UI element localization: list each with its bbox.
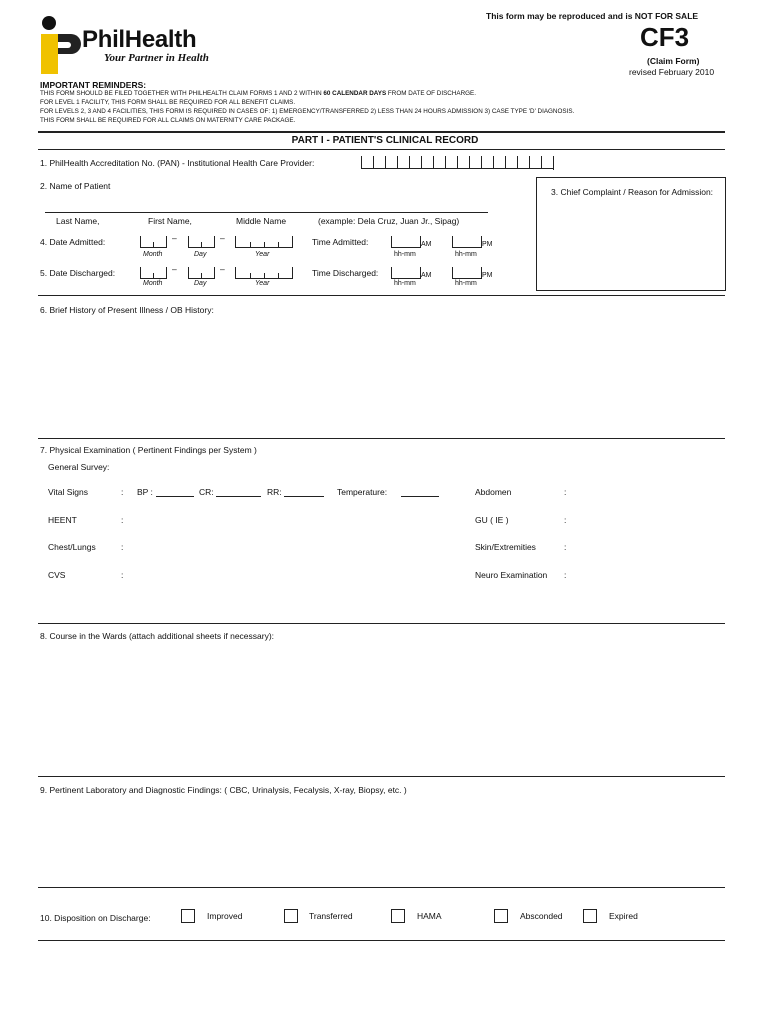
form-type: (Claim Form) — [647, 56, 700, 66]
colon: : — [564, 570, 567, 580]
date-dash: – — [172, 264, 177, 274]
divider — [38, 295, 725, 296]
label-middle-name: Middle Name — [236, 216, 287, 226]
divider — [38, 887, 725, 888]
colon: : — [564, 542, 567, 552]
reminder-line-1-tail: FROM DATE OF DISCHARGE. — [387, 90, 476, 97]
q1-label: 1. PhilHealth Accreditation No. (PAN) - Institutional Health Care Provider: — [40, 158, 315, 168]
month-caption: Month — [143, 280, 163, 287]
abdomen-label: Abdomen — [475, 487, 512, 497]
colon: : — [564, 487, 567, 497]
absconded-checkbox[interactable] — [494, 909, 508, 923]
date-dash: – — [172, 233, 177, 243]
cr-input[interactable] — [216, 484, 261, 497]
transferred-checkbox[interactable] — [284, 909, 298, 923]
date-dash: – — [220, 233, 225, 243]
course-in-wards-textarea[interactable] — [38, 645, 725, 773]
bp-input[interactable] — [156, 484, 194, 497]
reminder-line-3: FOR LEVELS 2, 3 AND 4 FACILITIES, THIS FORM IS REQUIRED IN CASES OF: 1) EMERGENCY/TRANSFERRED 2) LESS THAN 24 HOURS ADMISSION 3) CASE TYPE 'D' DIAGNOSIS. — [40, 108, 575, 115]
hama-label: HAMA — [417, 911, 442, 921]
colon: : — [121, 542, 124, 552]
am-label: AM — [421, 272, 432, 279]
improved-label: Improved — [207, 911, 243, 921]
part1-title: PART I - PATIENT'S CLINICAL RECORD — [291, 135, 479, 146]
day-caption: Day — [194, 280, 207, 287]
year-caption: Year — [255, 280, 270, 287]
reminder-line-1-bold: 60 CALENDAR DAYS — [323, 90, 387, 97]
history-textarea[interactable] — [38, 318, 725, 436]
patient-name-input[interactable] — [45, 198, 488, 213]
time-discharged-pm-input[interactable] — [452, 267, 482, 279]
label-first-name: First Name, — [148, 216, 192, 226]
hama-checkbox[interactable] — [391, 909, 405, 923]
q6-label: 6. Brief History of Present Illness / OB History: — [40, 305, 214, 315]
q2-label: 2. Name of Patient — [40, 181, 111, 191]
chief-complaint-box[interactable] — [536, 177, 726, 291]
brand-tagline: Your Partner in Health — [104, 52, 209, 64]
form-revision: revised February 2010 — [629, 67, 715, 77]
colon: : — [121, 570, 124, 580]
cvs-label: CVS — [48, 570, 66, 580]
general-survey-label: General Survey: — [48, 462, 110, 472]
month-caption: Month — [143, 251, 163, 258]
admit-year-input[interactable] — [235, 236, 293, 248]
name-example: (example: Dela Cruz, Juan Jr., Sipag) — [318, 216, 460, 226]
temperature-input[interactable] — [401, 484, 439, 497]
reminder-line-4: THIS FORM SHALL BE REQUIRED FOR ALL CLAIMS ON MATERNITY CARE PACKAGE. — [40, 117, 296, 124]
hhmm-caption: hh-mm — [455, 251, 477, 258]
rr-input[interactable] — [284, 484, 324, 497]
reminder-line-1-text: THIS FORM SHOULD BE FILED TOGETHER WITH PHILHEALTH CLAIM FORMS 1 AND 2 WITHIN — [40, 90, 322, 97]
improved-checkbox[interactable] — [181, 909, 195, 923]
pm-label: PM — [482, 241, 493, 248]
colon: : — [121, 487, 124, 497]
rr-label: RR: — [267, 487, 282, 497]
chest-lungs-label: Chest/Lungs — [48, 542, 96, 552]
q7-label: 7. Physical Examination ( Pertinent Findings per System ) — [40, 445, 257, 455]
hhmm-caption: hh-mm — [455, 280, 477, 287]
gu-label: GU ( IE ) — [475, 515, 509, 525]
label-last-name: Last Name, — [56, 216, 100, 226]
heent-label: HEENT — [48, 515, 77, 525]
bp-label: BP : — [137, 487, 153, 497]
divider — [38, 776, 725, 777]
pm-label: PM — [482, 272, 493, 279]
form-code: CF3 — [640, 22, 690, 52]
q4-label: 4. Date Admitted: — [40, 237, 106, 247]
q3-label: 3. Chief Complaint / Reason for Admission: — [551, 187, 714, 197]
reproduction-notice: This form may be reproduced and is NOT FOR SALE — [486, 11, 699, 21]
admit-day-input[interactable] — [188, 236, 215, 248]
time-admitted-am-input[interactable] — [391, 236, 421, 248]
divider — [38, 940, 725, 941]
lab-findings-textarea[interactable] — [38, 800, 725, 884]
time-discharged-label: Time Discharged: — [312, 268, 379, 278]
am-label: AM — [421, 241, 432, 248]
time-discharged-am-input[interactable] — [391, 267, 421, 279]
expired-label: Expired — [609, 911, 638, 921]
absconded-label: Absconded — [520, 911, 563, 921]
hhmm-caption: hh-mm — [394, 280, 416, 287]
discharge-year-input[interactable] — [235, 267, 293, 279]
brand-name: PhilHealth — [82, 26, 197, 53]
q8-label: 8. Course in the Wards (attach additional sheets if necessary): — [40, 631, 275, 641]
q10-label: 10. Disposition on Discharge: — [40, 913, 151, 923]
discharge-month-input[interactable] — [140, 267, 167, 279]
admit-month-input[interactable] — [140, 236, 167, 248]
pan-input[interactable] — [361, 156, 554, 170]
q9-label: 9. Pertinent Laboratory and Diagnostic Findings: ( CBC, Urinalysis, Fecalysis, X-ray, Biopsy, etc. ) — [40, 785, 407, 795]
year-caption: Year — [255, 251, 270, 258]
neuro-exam-label: Neuro Examination — [475, 570, 548, 580]
divider — [38, 623, 725, 624]
colon: : — [121, 515, 124, 525]
temperature-label: Temperature: — [337, 487, 388, 497]
hhmm-caption: hh-mm — [394, 251, 416, 258]
reminder-line-1 — [40, 90, 476, 97]
q5-label: 5. Date Discharged: — [40, 268, 116, 278]
day-caption: Day — [194, 251, 207, 258]
divider — [38, 149, 725, 150]
transferred-label: Transferred — [309, 911, 353, 921]
discharge-day-input[interactable] — [188, 267, 215, 279]
date-dash: – — [220, 264, 225, 274]
colon: : — [564, 515, 567, 525]
divider — [38, 438, 725, 439]
skin-extremities-label: Skin/Extremities — [475, 542, 536, 552]
divider — [38, 131, 725, 133]
cr-label: CR: — [199, 487, 214, 497]
expired-checkbox[interactable] — [583, 909, 597, 923]
philhealth-logo-icon — [38, 14, 82, 76]
reminder-line-2: FOR LEVEL 1 FACILITY, THIS FORM SHALL BE REQUIRED FOR ALL BENEFIT CLAIMS. — [40, 99, 296, 106]
time-admitted-label: Time Admitted: — [312, 237, 369, 247]
vital-signs-label: Vital Signs — [48, 487, 89, 497]
reminders-title: IMPORTANT REMINDERS: — [40, 80, 147, 90]
time-admitted-pm-input[interactable] — [452, 236, 482, 248]
